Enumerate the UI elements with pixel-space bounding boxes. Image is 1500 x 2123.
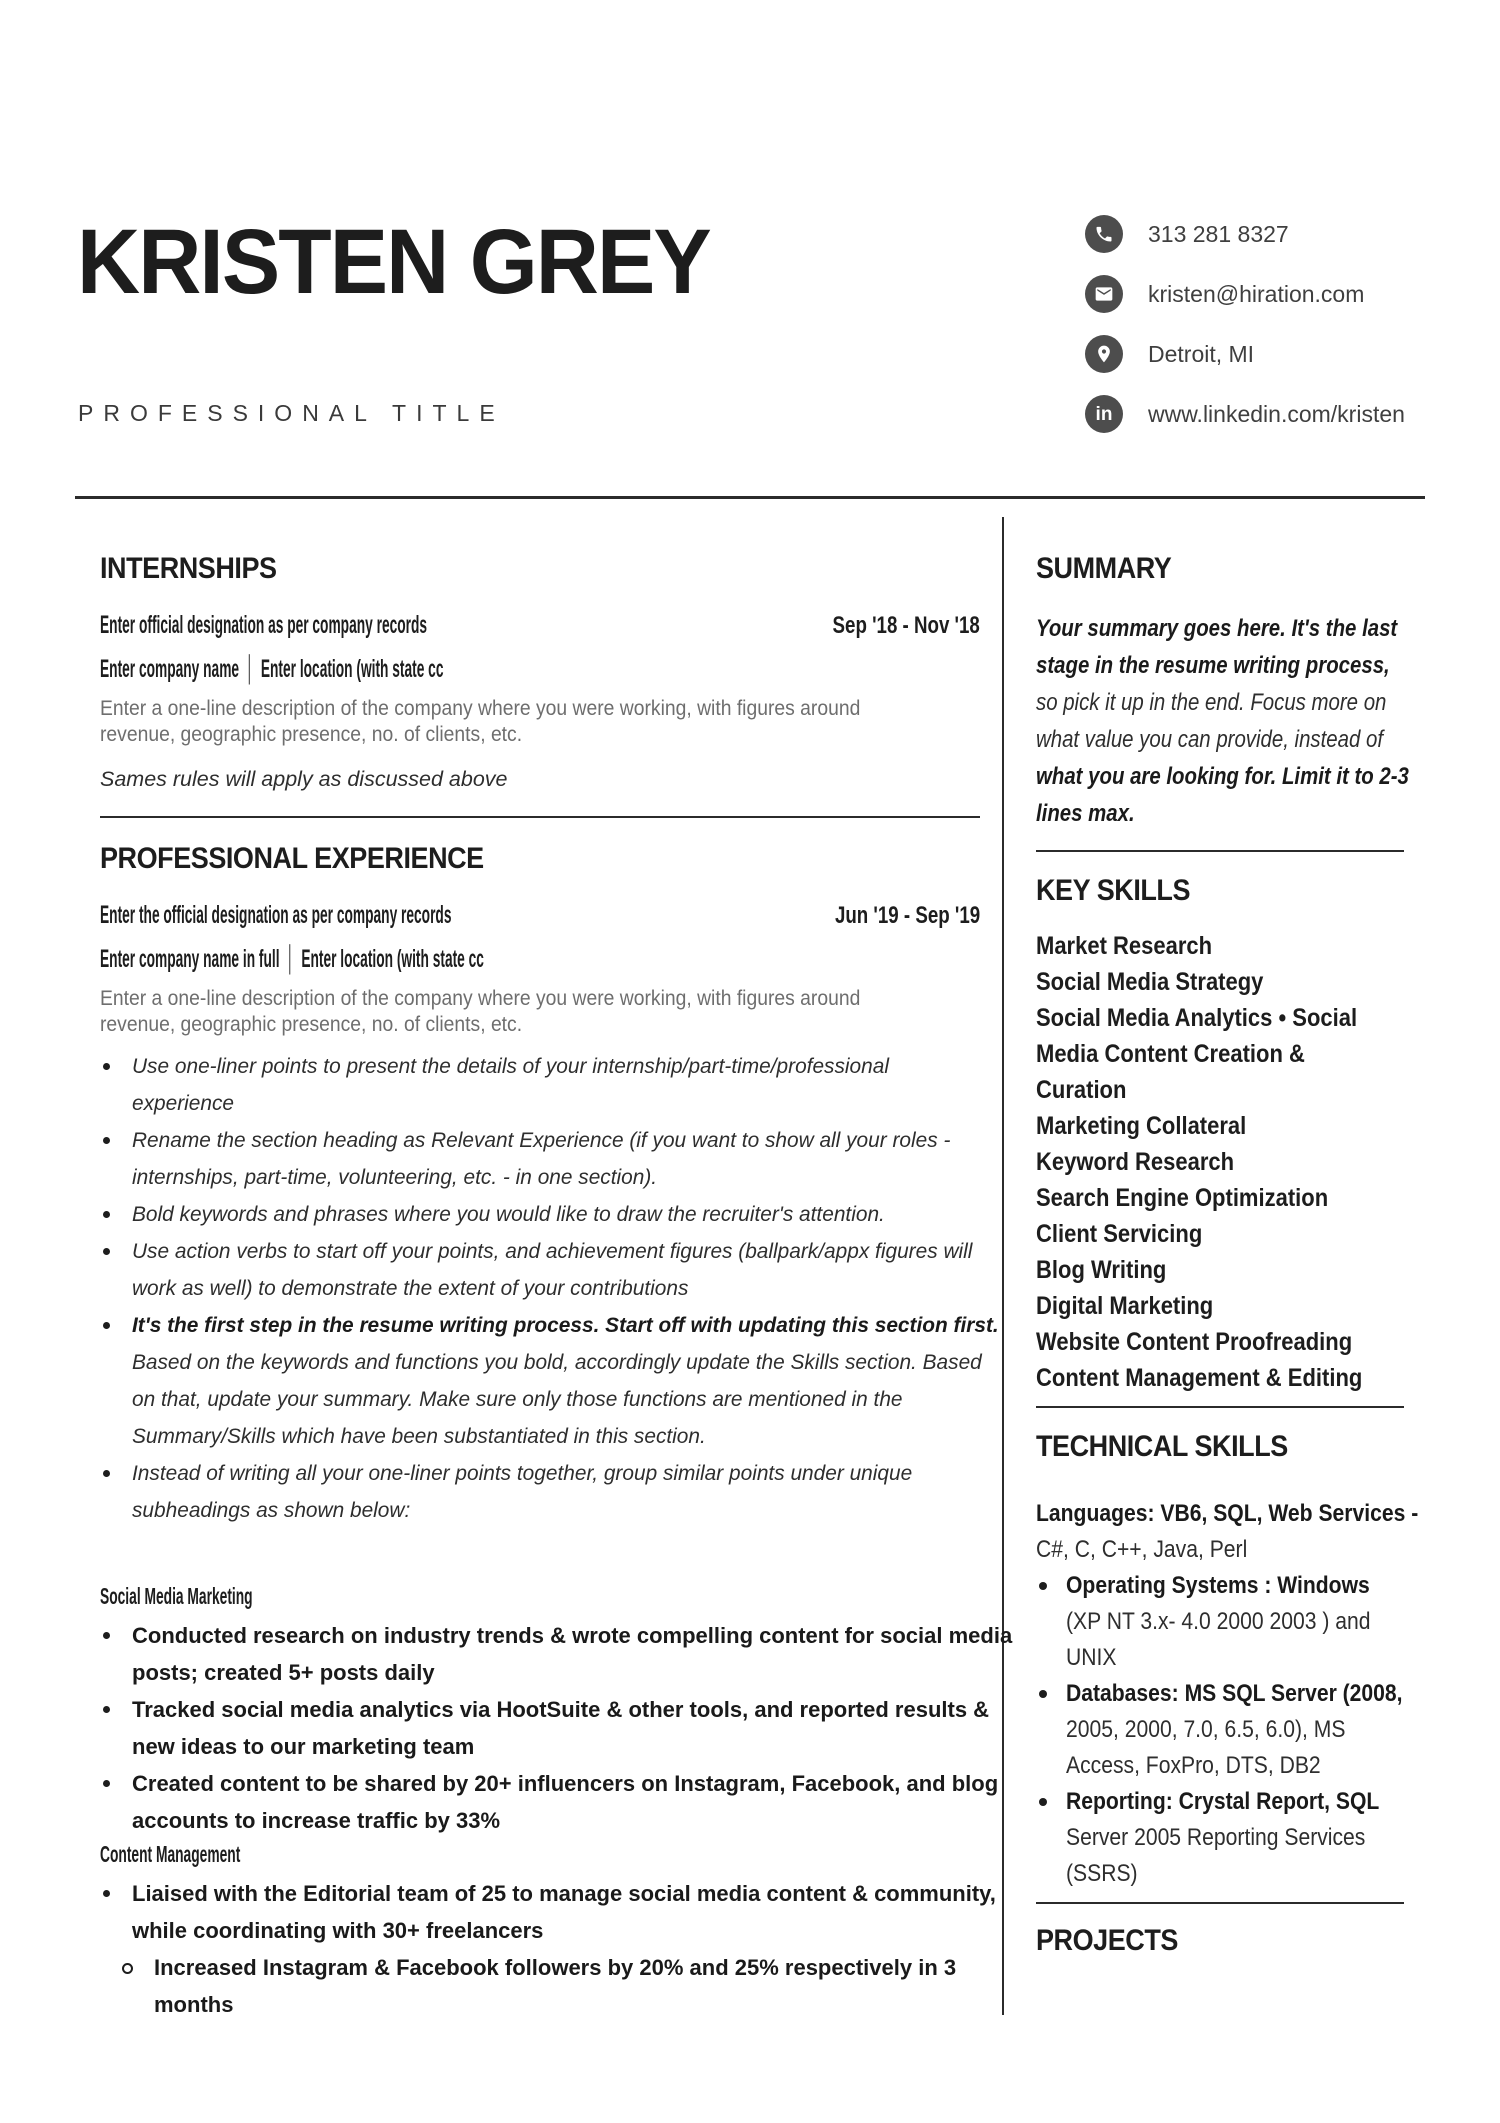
section-divider: [1036, 850, 1404, 852]
technical-skills-languages: [1036, 1496, 1419, 1568]
tech-bullet-item: [1036, 1784, 1411, 1892]
summary-line: lines max.: [1036, 800, 1135, 827]
tip-bullet-item: [100, 1196, 980, 1233]
experience-company: Enter company name in full: [100, 945, 280, 973]
section-divider: [1036, 1406, 1404, 1408]
section-heading-key-skills: KEY SKILLS: [1036, 874, 1191, 907]
location-icon: [1085, 335, 1123, 373]
bullet-text: Operating Systems : Windows (XP NT 3.x- 4.0 2000 2003 ) and UNIX: [1066, 1572, 1371, 1671]
bullet-text: It's the first step in the resume writing process. Start off with updating this section first. Based on the keywords and functions you bold, accordingly update the Skills section. Based on that, update your summary. Make sure only those functions are mentioned in the Summary/Skills which have been substantiated in this section.: [132, 1313, 999, 1448]
contact-row-phone: [1085, 214, 1485, 254]
internship-company: Enter company name: [100, 655, 240, 683]
description-line: revenue, geographic presence, no. of clients, etc.: [100, 1013, 523, 1036]
experience-role-row: [100, 900, 980, 931]
bullet-text: Conducted research on industry trends & wrote compelling content for social media posts; created 5+ posts daily: [132, 1623, 1013, 1685]
skill-item: Social Media Strategy: [1036, 968, 1264, 996]
linkedin-url: www.linkedin.com/kristen: [1148, 400, 1405, 427]
experience-company-description: [100, 986, 980, 1038]
tip-bullet-item: [100, 1122, 980, 1196]
tech-line: Languages: VB6, SQL, Web Services -: [1036, 1500, 1419, 1527]
bullet-item: [100, 1617, 1013, 1691]
bullet-text: Reporting: Crystal Report, SQL Server 2005 Reporting Services (SSRS): [1066, 1788, 1380, 1887]
phone-icon: [1085, 215, 1123, 253]
summary-line: what you are looking for. Limit it to 2-3: [1036, 763, 1409, 790]
section-heading-internships: INTERNSHIPS: [100, 552, 277, 585]
section-heading-experience: PROFESSIONAL EXPERIENCE: [100, 842, 484, 875]
tip-bullet-item: [100, 1233, 980, 1307]
tip-bullet-item: [100, 1307, 999, 1455]
summary-line: Your summary goes here. It's the last: [1036, 615, 1398, 642]
bullet-text: Use action verbs to start off your points, and achievement figures (ballpark/appx figures will work as well) to demonstrate the extent of your contributions: [132, 1239, 973, 1300]
contact-row-location: [1085, 334, 1485, 374]
tech-bullet-item: [1036, 1676, 1411, 1784]
contact-row-linkedin: [1085, 394, 1485, 434]
bullet-text: Databases: MS SQL Server (2008, 2005, 2000, 7.0, 6.5, 6.0), MS Access, FoxPro, DTS, DB2: [1066, 1680, 1403, 1779]
bullet-text: Bold keywords and phrases where you would like to draw the recruiter's attention.: [132, 1202, 885, 1226]
skill-item: Social Media Analytics • Social: [1036, 1004, 1358, 1032]
section-divider: [1036, 1902, 1404, 1904]
subheading-social-media-marketing: Social Media Marketing: [100, 1583, 253, 1609]
professional-title: PROFESSIONAL TITLE: [78, 400, 505, 426]
experience-tips-list: [100, 1048, 999, 1529]
bullet-text: Created content to be shared by 20+ influencers on Instagram, Facebook, and blog accounts to increase traffic by 33%: [132, 1771, 999, 1833]
summary-line: stage in the resume writing process,: [1036, 652, 1390, 679]
bullet-text: Increased Instagram & Facebook followers by 20% and 25% respectively in 3 months: [154, 1955, 957, 2017]
section-heading-projects: PROJECTS: [1036, 1924, 1178, 1957]
internship-company-description: [100, 696, 980, 748]
skill-item: Digital Marketing: [1036, 1292, 1214, 1320]
tip-bullet-item: [100, 1455, 980, 1529]
summary-line: what value you can provide, instead of: [1036, 726, 1384, 753]
skill-item: Website Content Proofreading: [1036, 1328, 1353, 1356]
skill-item: Media Content Creation &: [1036, 1040, 1305, 1068]
experience-dates: Jun '19 - Sep '19: [834, 902, 980, 929]
subheading-content-management: Content Management: [100, 1841, 241, 1867]
bullet-text: Tracked social media analytics via HootSuite & other tools, and reported results & new ideas to our marketing team: [132, 1697, 990, 1759]
description-line: revenue, geographic presence, no. of clients, etc.: [100, 723, 523, 746]
bullet-text: Use one-liner points to present the details of your internship/part-time/professional experience: [132, 1054, 889, 1115]
sub-bullet-item: [100, 1949, 980, 2023]
experience-location: Enter location (with state cc: [301, 945, 484, 973]
tech-bullet-item: [1036, 1568, 1411, 1676]
key-skills-list: [1036, 928, 1411, 1396]
bullet-item: [100, 1875, 996, 1949]
phone-number: 313 281 8327: [1148, 220, 1289, 247]
internship-designation: Enter official designation as per company records: [100, 611, 428, 639]
bullet-item: [100, 1765, 999, 1839]
column-divider: [1002, 517, 1004, 2015]
skill-item: Curation: [1036, 1076, 1127, 1104]
internship-location: Enter location (with state cc: [260, 655, 444, 683]
internship-company-row: [100, 654, 584, 684]
experience-designation: Enter the official designation as per company records: [100, 901, 452, 929]
skill-item: Market Research: [1036, 932, 1213, 960]
separator-bar: │: [286, 945, 295, 973]
internship-role-row: [100, 610, 980, 641]
skill-item: Blog Writing: [1036, 1256, 1167, 1284]
content-management-bullets: [100, 1875, 996, 1949]
summary-line: so pick it up in the end. Focus more on: [1036, 689, 1387, 716]
section-divider: [100, 816, 980, 818]
skill-item: Content Management & Editing: [1036, 1364, 1363, 1392]
skill-item: Marketing Collateral: [1036, 1112, 1247, 1140]
skill-item: Client Servicing: [1036, 1220, 1203, 1248]
right-column: [1036, 552, 1419, 1958]
experience-company-row: [100, 944, 584, 974]
person-name: KRISTEN GREY: [77, 211, 710, 313]
contact-row-email: [1085, 274, 1485, 314]
bullet-text: Instead of writing all your one-liner points together, group similar points under unique subheadings as shown below:: [132, 1461, 913, 1522]
tech-line: C#, C, C++, Java, Perl: [1036, 1536, 1248, 1563]
summary-text: [1036, 610, 1411, 832]
contact-list: [1085, 214, 1485, 454]
separator-bar: │: [245, 655, 255, 683]
tip-bullet-item: [100, 1048, 980, 1122]
left-column: [100, 552, 1013, 2023]
bullet-text: Liaised with the Editorial team of 25 to manage social media content & community, while coordinating with 30+ freelancers: [132, 1881, 996, 1943]
internship-dates: Sep '18 - Nov '18: [832, 612, 980, 639]
section-heading-summary: SUMMARY: [1036, 552, 1172, 585]
description-line: Enter a one-line description of the company where you were working, with figures around: [100, 987, 861, 1010]
linkedin-icon: in: [1085, 395, 1123, 433]
bullet-text: Rename the section heading as Relevant Experience (if you want to show all your roles - internships, part-time, volunteering, etc. - in one section).: [132, 1128, 951, 1189]
internship-note: Sames rules will apply as discussed above: [100, 767, 508, 791]
description-line: Enter a one-line description of the company where you were working, with figures around: [100, 697, 861, 720]
location-text: Detroit, MI: [1148, 340, 1255, 367]
social-media-marketing-bullets: [100, 1617, 1013, 1839]
section-heading-technical-skills: TECHNICAL SKILLS: [1036, 1430, 1288, 1463]
email-icon: [1085, 275, 1123, 313]
header-divider: [75, 496, 1425, 499]
email-address: kristen@hiration.com: [1148, 280, 1365, 307]
skill-item: Keyword Research: [1036, 1148, 1235, 1176]
content-management-sub-bullets: [100, 1949, 980, 2023]
technical-skills-list: [1036, 1568, 1411, 1892]
bullet-item: [100, 1691, 990, 1765]
skill-item: Search Engine Optimization: [1036, 1184, 1329, 1212]
